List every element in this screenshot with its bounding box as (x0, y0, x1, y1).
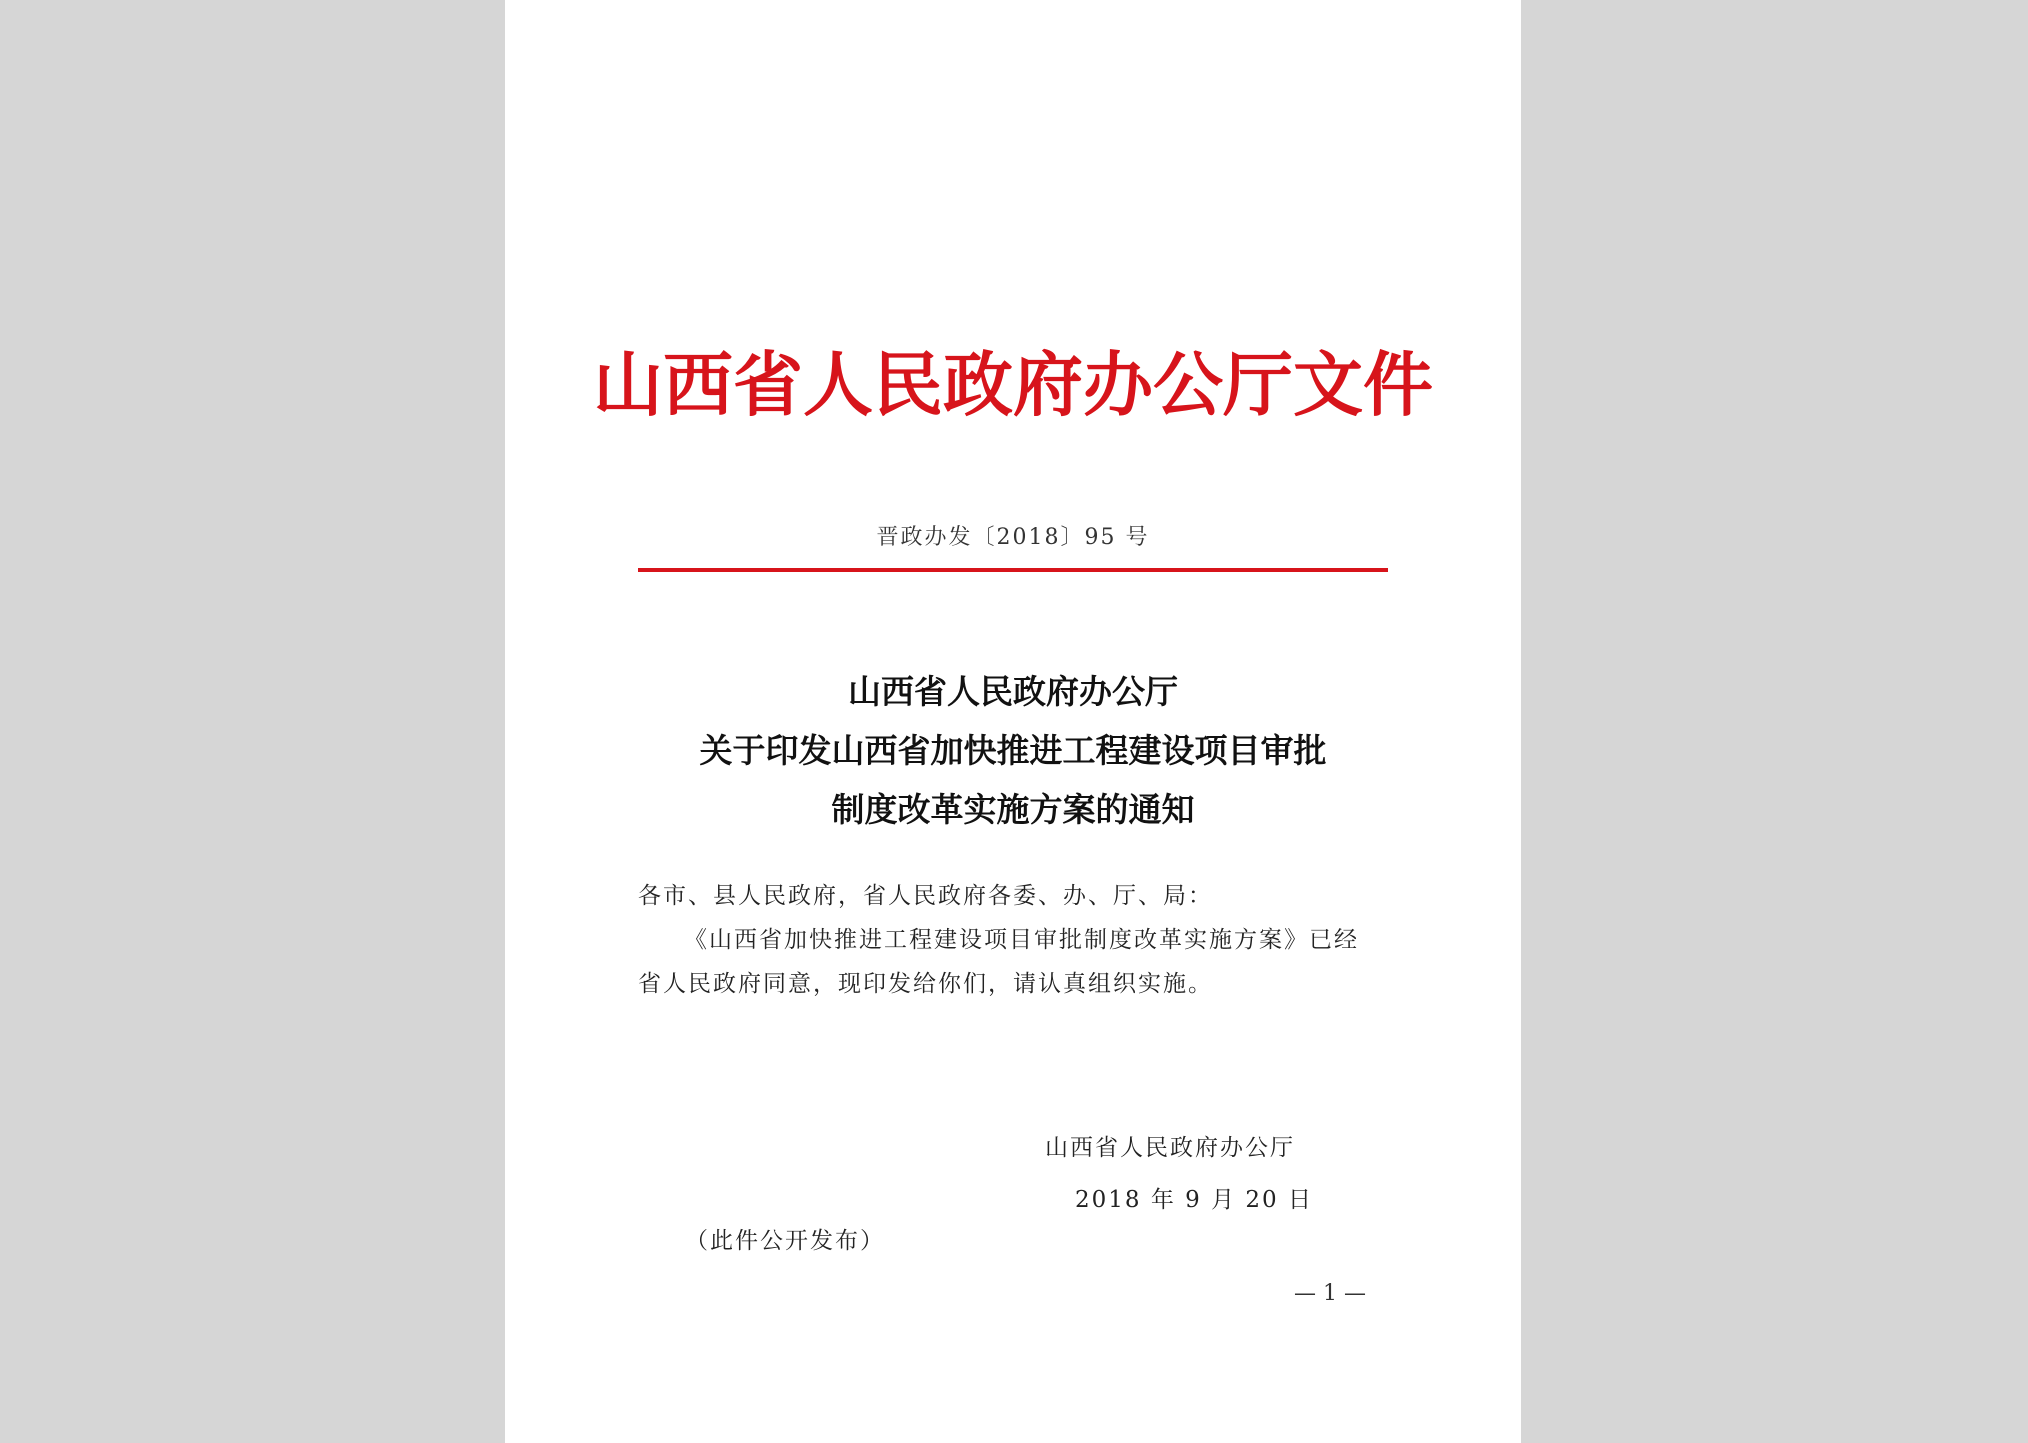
notice-body (638, 874, 1390, 1006)
signature-block (1045, 1122, 1345, 1226)
signature-organization: 山西省人民政府办公厅 (1045, 1135, 1295, 1161)
signature-date: 2018 年 9 月 20 日 (1075, 1187, 1313, 1213)
body-line-2: 省人民政府同意，现印发给你们，请认真组织实施。 (638, 971, 1213, 997)
body-line-1: 《山西省加快推进工程建设项目审批制度改革实施方案》已经 (684, 927, 1359, 953)
salutation: 各市、县人民政府，省人民政府各委、办、厅、局： (638, 883, 1213, 909)
page-number: — 1 — (1294, 1281, 1366, 1306)
document-page (505, 0, 1521, 1443)
notice-title-line-3: 制度改革实施方案的通知 (831, 790, 1195, 829)
notice-title-line-2: 关于印发山西省加快推进工程建设项目审批 (699, 731, 1327, 770)
document-number: 晋政办发〔2018〕95 号 (876, 525, 1150, 550)
red-divider-line (638, 568, 1388, 572)
notice-title-line-1: 山西省人民政府办公厅 (848, 672, 1178, 711)
document-header-title: 山西省人民政府办公厅文件 (593, 343, 1433, 426)
notice-title (505, 662, 1521, 839)
public-release-note: （此件公开发布） (685, 1228, 885, 1254)
